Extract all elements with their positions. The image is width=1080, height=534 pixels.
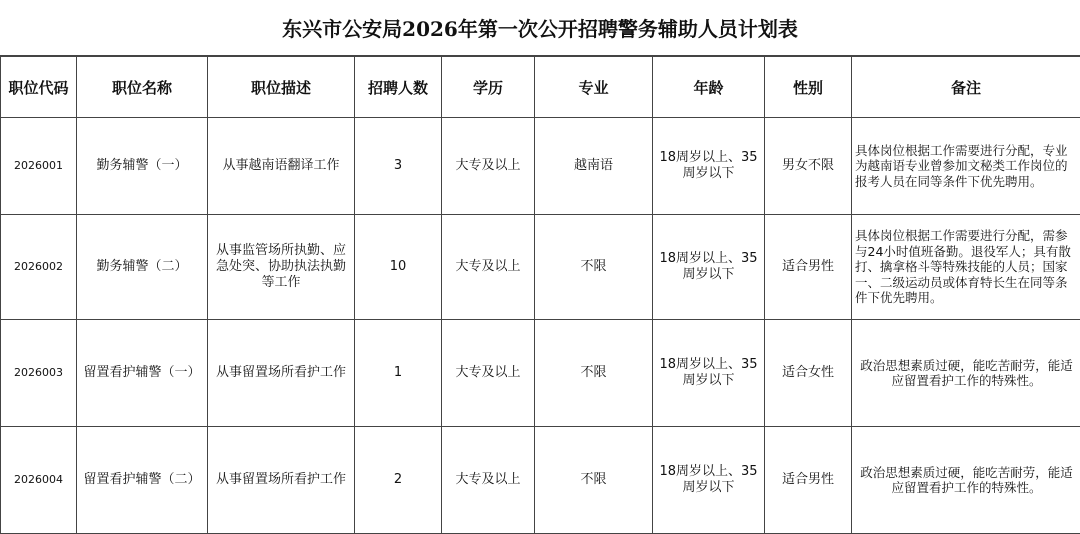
header-position-code: 职位代码	[1, 57, 77, 118]
recruit-count: 10	[355, 215, 442, 320]
gender: 适合男性	[765, 215, 852, 320]
table-row	[1, 118, 1080, 215]
age: 18周岁以上、35周岁以下	[653, 320, 765, 427]
position-description: 从事留置场所看护工作	[208, 320, 355, 427]
header-major: 专业	[535, 57, 653, 118]
table-row	[1, 320, 1080, 427]
recruit-count: 1	[355, 320, 442, 427]
age: 18周岁以上、35周岁以下	[653, 118, 765, 215]
page-title: 东兴市公安局2026年第一次公开招聘警务辅助人员计划表	[0, 0, 1080, 56]
position-code: 2026004	[1, 427, 77, 534]
position-description: 从事留置场所看护工作	[208, 427, 355, 534]
education: 大专及以上	[442, 427, 535, 534]
major: 不限	[535, 215, 653, 320]
table-row	[1, 215, 1080, 320]
position-code: 2026002	[1, 215, 77, 320]
education: 大专及以上	[442, 320, 535, 427]
position-name: 勤务辅警（二）	[77, 215, 208, 320]
header-notes: 备注	[852, 57, 1080, 118]
header-age: 年龄	[653, 57, 765, 118]
age: 18周岁以上、35周岁以下	[653, 427, 765, 534]
notes: 政治思想素质过硬，能吃苦耐劳，能适应留置看护工作的特殊性。	[852, 320, 1080, 427]
education: 大专及以上	[442, 118, 535, 215]
position-description: 从事越南语翻译工作	[208, 118, 355, 215]
position-name: 留置看护辅警（一）	[77, 320, 208, 427]
major: 不限	[535, 320, 653, 427]
age: 18周岁以上、35周岁以下	[653, 215, 765, 320]
table-row	[1, 427, 1080, 534]
header-gender: 性别	[765, 57, 852, 118]
recruit-count: 3	[355, 118, 442, 215]
header-position-description: 职位描述	[208, 57, 355, 118]
recruitment-plan-table	[0, 56, 1080, 534]
header-recruit-count: 招聘人数	[355, 57, 442, 118]
major: 越南语	[535, 118, 653, 215]
position-code: 2026003	[1, 320, 77, 427]
recruit-count: 2	[355, 427, 442, 534]
position-description: 从事监管场所执勤、应急处突、协助执法执勤等工作	[208, 215, 355, 320]
notes: 具体岗位根据工作需要进行分配，需参与24小时值班备勤。退役军人；具有散打、擒拿格斗等特殊技能的人员；国家一、二级运动员或体育特长生在同等条件下优先聘用。	[852, 215, 1080, 320]
major: 不限	[535, 427, 653, 534]
header-position-name: 职位名称	[77, 57, 208, 118]
position-name: 勤务辅警（一）	[77, 118, 208, 215]
position-code: 2026001	[1, 118, 77, 215]
notes: 具体岗位根据工作需要进行分配，专业为越南语专业曾参加文秘类工作岗位的报考人员在同等条件下优先聘用。	[852, 118, 1080, 215]
table-header-row	[1, 57, 1080, 118]
position-name: 留置看护辅警（二）	[77, 427, 208, 534]
gender: 适合女性	[765, 320, 852, 427]
education: 大专及以上	[442, 215, 535, 320]
notes: 政治思想素质过硬，能吃苦耐劳，能适应留置看护工作的特殊性。	[852, 427, 1080, 534]
gender: 男女不限	[765, 118, 852, 215]
gender: 适合男性	[765, 427, 852, 534]
header-education: 学历	[442, 57, 535, 118]
